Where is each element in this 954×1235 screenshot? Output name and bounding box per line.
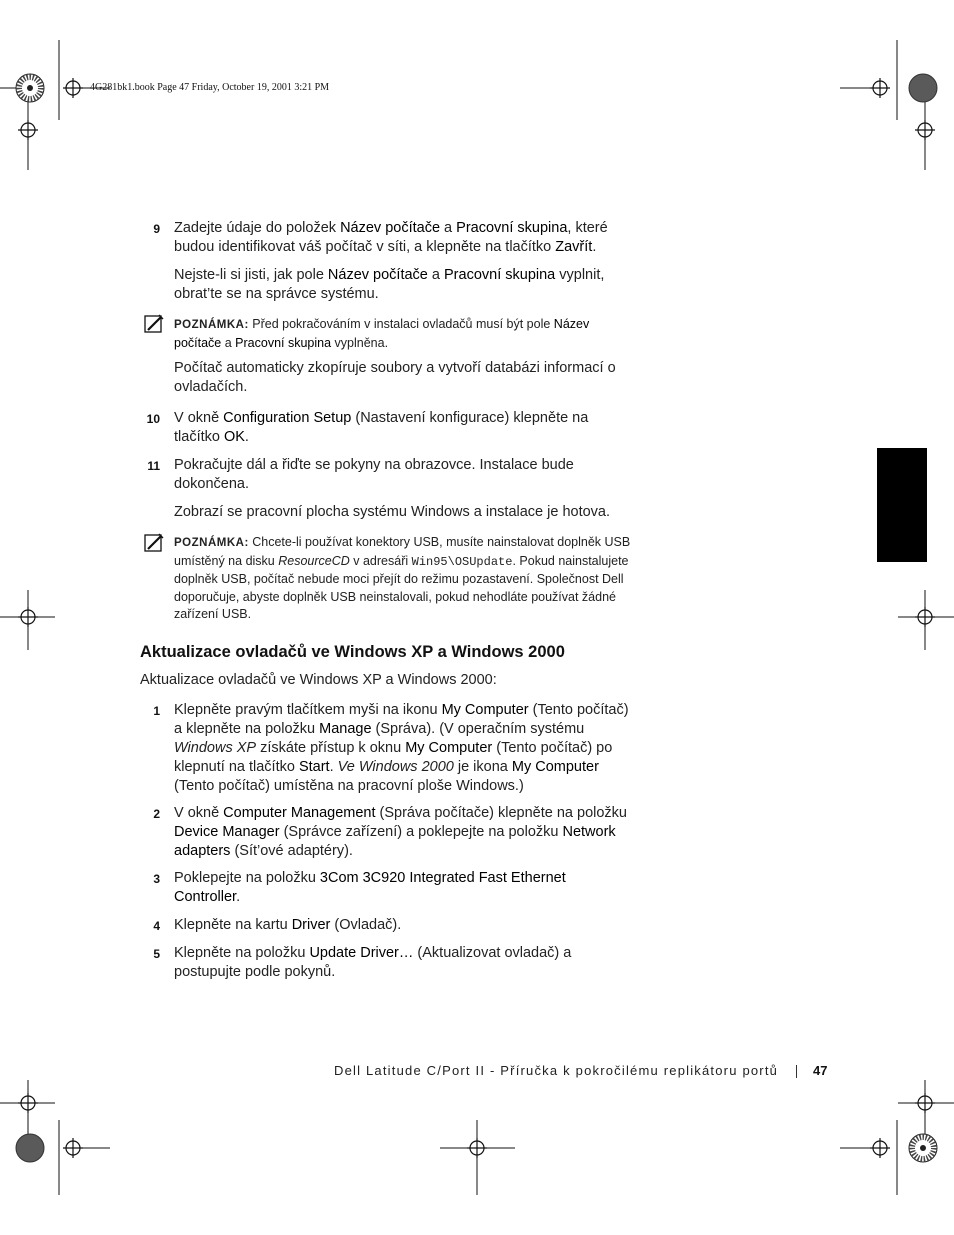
- step-9-result: Počítač automaticky zkopíruje soubory a vytvoří databázi informací o ovladačích.: [174, 360, 616, 395]
- step-number: 5: [153, 947, 160, 961]
- step-number: 11: [147, 459, 160, 473]
- step-10-text: V okně Configuration Setup (Nastavení konfigurace) klepněte na tlačítko OK.: [174, 410, 589, 445]
- book-info-header: 4G281bk1.book Page 47 Friday, October 19, 2001 3:21 PM: [90, 82, 330, 93]
- step-1-text: Klepněte pravým tlačítkem myši na ikonu My Computer (Tento počítač) a klepněte na položku Manage (Správa). (V operačním systému Windows XP získáte přístup k oknu My Computer (Tento počítač) po klepnutí na tlačítko Start. Ve Windows 2000 je ikona My Computer (Tento počítač) umístěna na pracovní ploše Windows.): [174, 702, 629, 794]
- note-pencil-icon: [144, 533, 164, 553]
- step-9-followup: Nejste-li si jisti, jak pole Název počítače a Pracovní skupina vyplnit, obrat’te se na správce systému.: [174, 267, 605, 302]
- section-heading: Aktualizace ovladačů ve Windows XP a Windows 2000: [140, 643, 565, 661]
- step-number: 1: [153, 704, 160, 718]
- note-2: POZNÁMKA: Chcete-li používat konektory USB, musíte nainstalovat doplněk USB umístěný na disku ResourceCD v adresáři Win95\OSUpdate. Pokud nainstalujete doplněk USB, počítač nebude moci přejít do režimu pozastavení. Společnost Dell doporučuje, abyste doplněk USB neinstalovali, pokud nehodláte používat žádné zařízení USB.: [174, 535, 631, 621]
- step-number: 9: [153, 222, 160, 236]
- step-number: 3: [153, 872, 160, 886]
- footer-title: Dell Latitude C/Port II - Příručka k pokročilému replikátoru portů: [334, 1063, 779, 1078]
- step-9-text: Zadejte údaje do položek Název počítače a Pracovní skupina, které budou identifikovat váš počítač v síti, a klepněte na tlačítko Zavřít.: [174, 220, 608, 255]
- step-number: 10: [146, 412, 160, 426]
- step-5-text: Klepněte na položku Update Driver… (Aktualizovat ovladač) a postupujte podle pokynů.: [174, 945, 572, 980]
- step-4-text: Klepněte na kartu Driver (Ovladač).: [174, 917, 402, 933]
- note-pencil-icon: [144, 314, 164, 334]
- note-1: POZNÁMKA: Před pokračováním v instalaci ovladačů musí být pole Název počítače a Pracovní skupina vyplněna.: [174, 317, 590, 350]
- step-number: 2: [153, 807, 160, 821]
- step-11-text: Pokračujte dál a řiďte se pokyny na obrazovce. Instalace bude dokončena.: [174, 457, 574, 492]
- step-number: 4: [153, 919, 160, 933]
- step-11-result: Zobrazí se pracovní plocha systému Windows a instalace je hotova.: [174, 504, 611, 520]
- section-intro: Aktualizace ovladačů ve Windows XP a Windows 2000:: [140, 672, 497, 688]
- step-2-text: V okně Computer Management (Správa počítače) klepněte na položku Device Manager (Správce zařízení) a poklepejte na položku Network adapters (Sít’ové adaptéry).: [174, 805, 627, 859]
- chapter-thumb-tab: [877, 448, 927, 562]
- page-number: 47: [813, 1063, 828, 1078]
- step-3-text: Poklepejte na položku 3Com 3C920 Integrated Fast Ethernet Controller.: [174, 870, 566, 905]
- footer-separator: [796, 1065, 797, 1078]
